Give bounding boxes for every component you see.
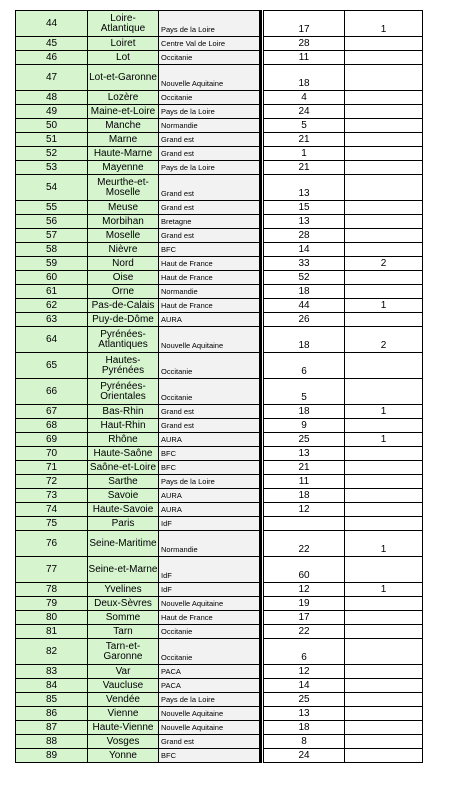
count-cell: 5 [264, 379, 345, 405]
count-cell: 11 [264, 51, 345, 65]
region-cell: AURA [159, 313, 261, 327]
department-name-cell: Manche [88, 119, 159, 133]
table-row [16, 313, 423, 327]
count-cell: 18 [264, 405, 345, 419]
extra-count-cell [345, 285, 423, 299]
count-cell: 21 [264, 133, 345, 147]
extra-count-cell [345, 353, 423, 379]
extra-count-cell: 1 [345, 11, 423, 37]
table-row [16, 327, 423, 353]
region-cell: Occitanie [159, 91, 261, 105]
table-row [16, 625, 423, 639]
department-number-cell: 65 [16, 353, 88, 379]
department-name-cell: Vaucluse [88, 679, 159, 693]
extra-count-cell [345, 161, 423, 175]
extra-count-cell [345, 503, 423, 517]
count-cell: 25 [264, 693, 345, 707]
count-cell: 13 [264, 175, 345, 201]
count-cell: 1 [264, 147, 345, 161]
region-cell: Nouvelle Aquitaine [159, 721, 261, 735]
department-number-cell: 60 [16, 271, 88, 285]
department-name-cell: Haute-Marne [88, 147, 159, 161]
table-row [16, 583, 423, 597]
region-cell: AURA [159, 489, 261, 503]
region-cell: Grand est [159, 229, 261, 243]
extra-count-cell [345, 597, 423, 611]
extra-count-cell [345, 271, 423, 285]
department-number-cell: 82 [16, 639, 88, 665]
count-cell: 14 [264, 679, 345, 693]
extra-count-cell [345, 735, 423, 749]
table-row [16, 201, 423, 215]
department-name-cell: Puy-de-Dôme [88, 313, 159, 327]
table-row [16, 419, 423, 433]
table-row [16, 11, 423, 37]
department-name-cell: Marne [88, 133, 159, 147]
department-name-cell: Nièvre [88, 243, 159, 257]
extra-count-cell [345, 679, 423, 693]
table-row [16, 735, 423, 749]
count-cell: 21 [264, 161, 345, 175]
department-number-cell: 59 [16, 257, 88, 271]
table-row [16, 611, 423, 625]
region-cell: Occitanie [159, 353, 261, 379]
table-row [16, 707, 423, 721]
department-name-cell: Maine-et-Loire [88, 105, 159, 119]
department-name-cell: Orne [88, 285, 159, 299]
table-row [16, 215, 423, 229]
department-name-cell: Rhône [88, 433, 159, 447]
department-number-cell: 64 [16, 327, 88, 353]
department-name-cell: Hautes-Pyrénées [88, 353, 159, 379]
department-number-cell: 77 [16, 557, 88, 583]
department-number-cell: 63 [16, 313, 88, 327]
extra-count-cell [345, 243, 423, 257]
count-cell: 17 [264, 611, 345, 625]
table-row [16, 147, 423, 161]
department-number-cell: 55 [16, 201, 88, 215]
department-name-cell: Pyrénées-Orientales [88, 379, 159, 405]
region-cell: Grand est [159, 201, 261, 215]
department-number-cell: 53 [16, 161, 88, 175]
region-cell: Grand est [159, 147, 261, 161]
region-cell: Nouvelle Aquitaine [159, 65, 261, 91]
department-number-cell: 80 [16, 611, 88, 625]
region-cell: Bretagne [159, 215, 261, 229]
extra-count-cell [345, 557, 423, 583]
table-row [16, 271, 423, 285]
department-number-cell: 48 [16, 91, 88, 105]
department-name-cell: Lot [88, 51, 159, 65]
extra-count-cell [345, 37, 423, 51]
region-cell: Pays de la Loire [159, 693, 261, 707]
region-cell: Haut de France [159, 299, 261, 313]
count-cell: 33 [264, 257, 345, 271]
extra-count-cell [345, 625, 423, 639]
region-cell: BFC [159, 243, 261, 257]
table-row [16, 379, 423, 405]
table-row [16, 299, 423, 313]
table-row [16, 405, 423, 419]
region-cell: BFC [159, 461, 261, 475]
department-number-cell: 45 [16, 37, 88, 51]
table-body [16, 11, 423, 763]
department-number-cell: 50 [16, 119, 88, 133]
extra-count-cell [345, 147, 423, 161]
department-number-cell: 78 [16, 583, 88, 597]
table-row [16, 51, 423, 65]
department-number-cell: 44 [16, 11, 88, 37]
region-cell: Nouvelle Aquitaine [159, 327, 261, 353]
department-number-cell: 49 [16, 105, 88, 119]
region-cell: AURA [159, 503, 261, 517]
extra-count-cell [345, 133, 423, 147]
table-row [16, 721, 423, 735]
department-name-cell: Vienne [88, 707, 159, 721]
department-name-cell: Tarn-et-Garonne [88, 639, 159, 665]
department-number-cell: 84 [16, 679, 88, 693]
count-cell: 26 [264, 313, 345, 327]
department-number-cell: 70 [16, 447, 88, 461]
count-cell: 44 [264, 299, 345, 313]
extra-count-cell: 1 [345, 531, 423, 557]
extra-count-cell: 1 [345, 405, 423, 419]
department-number-cell: 76 [16, 531, 88, 557]
count-cell: 13 [264, 447, 345, 461]
table-row [16, 243, 423, 257]
count-cell: 28 [264, 229, 345, 243]
region-cell: Normandie [159, 531, 261, 557]
extra-count-cell: 2 [345, 257, 423, 271]
count-cell: 25 [264, 433, 345, 447]
department-name-cell: Yvelines [88, 583, 159, 597]
extra-count-cell [345, 65, 423, 91]
table-row [16, 679, 423, 693]
count-cell [264, 517, 345, 531]
region-cell: Haut de France [159, 271, 261, 285]
region-cell: AURA [159, 433, 261, 447]
department-number-cell: 51 [16, 133, 88, 147]
count-cell: 21 [264, 461, 345, 475]
department-name-cell: Savoie [88, 489, 159, 503]
extra-count-cell [345, 313, 423, 327]
extra-count-cell [345, 447, 423, 461]
region-cell: Occitanie [159, 379, 261, 405]
department-number-cell: 58 [16, 243, 88, 257]
table-row [16, 119, 423, 133]
table-row [16, 353, 423, 379]
table-row [16, 433, 423, 447]
department-name-cell: Pas-de-Calais [88, 299, 159, 313]
extra-count-cell [345, 51, 423, 65]
department-number-cell: 86 [16, 707, 88, 721]
table-row [16, 229, 423, 243]
table-row [16, 557, 423, 583]
extra-count-cell [345, 119, 423, 133]
department-name-cell: Sarthe [88, 475, 159, 489]
table-row [16, 461, 423, 475]
department-name-cell: Morbihan [88, 215, 159, 229]
table-row [16, 133, 423, 147]
extra-count-cell [345, 379, 423, 405]
region-cell: Grand est [159, 405, 261, 419]
table-row [16, 665, 423, 679]
department-name-cell: Var [88, 665, 159, 679]
extra-count-cell [345, 105, 423, 119]
department-name-cell: Pyrénées-Atlantiques [88, 327, 159, 353]
extra-count-cell [345, 693, 423, 707]
department-name-cell: Vendée [88, 693, 159, 707]
region-cell: IdF [159, 583, 261, 597]
count-cell: 12 [264, 665, 345, 679]
departments-table [15, 10, 423, 763]
count-cell: 18 [264, 327, 345, 353]
table-row [16, 489, 423, 503]
table-row [16, 503, 423, 517]
extra-count-cell [345, 749, 423, 763]
count-cell: 15 [264, 201, 345, 215]
department-number-cell: 71 [16, 461, 88, 475]
count-cell: 52 [264, 271, 345, 285]
department-number-cell: 68 [16, 419, 88, 433]
count-cell: 11 [264, 475, 345, 489]
table-row [16, 285, 423, 299]
count-cell: 18 [264, 721, 345, 735]
count-cell: 8 [264, 735, 345, 749]
region-cell: Grand est [159, 133, 261, 147]
count-cell: 13 [264, 707, 345, 721]
department-name-cell: Haute-Saône [88, 447, 159, 461]
department-name-cell: Oise [88, 271, 159, 285]
department-number-cell: 62 [16, 299, 88, 313]
extra-count-cell [345, 721, 423, 735]
count-cell: 22 [264, 531, 345, 557]
department-number-cell: 46 [16, 51, 88, 65]
count-cell: 12 [264, 583, 345, 597]
region-cell: Nouvelle Aquitaine [159, 707, 261, 721]
table-row [16, 475, 423, 489]
department-name-cell: Yonne [88, 749, 159, 763]
department-name-cell: Meuse [88, 201, 159, 215]
table-row [16, 597, 423, 611]
extra-count-cell [345, 229, 423, 243]
region-cell: Grand est [159, 175, 261, 201]
department-name-cell: Bas-Rhin [88, 405, 159, 419]
department-number-cell: 74 [16, 503, 88, 517]
department-name-cell: Somme [88, 611, 159, 625]
region-cell: Pays de la Loire [159, 475, 261, 489]
region-cell: Centre Val de Loire [159, 37, 261, 51]
region-cell: Pays de la Loire [159, 105, 261, 119]
region-cell: Occitanie [159, 639, 261, 665]
table-row [16, 517, 423, 531]
table-row [16, 693, 423, 707]
table-row [16, 175, 423, 201]
table-row [16, 447, 423, 461]
table-row [16, 105, 423, 119]
extra-count-cell [345, 461, 423, 475]
department-name-cell: Deux-Sèvres [88, 597, 159, 611]
count-cell: 60 [264, 557, 345, 583]
count-cell: 6 [264, 353, 345, 379]
table-row [16, 639, 423, 665]
region-cell: BFC [159, 447, 261, 461]
region-cell: Normandie [159, 119, 261, 133]
extra-count-cell [345, 201, 423, 215]
region-cell: BFC [159, 749, 261, 763]
count-cell: 18 [264, 489, 345, 503]
region-cell: Haut de France [159, 611, 261, 625]
department-number-cell: 56 [16, 215, 88, 229]
extra-count-cell: 1 [345, 583, 423, 597]
department-number-cell: 57 [16, 229, 88, 243]
region-cell: Occitanie [159, 625, 261, 639]
region-cell: PACA [159, 665, 261, 679]
region-cell: Normandie [159, 285, 261, 299]
department-number-cell: 79 [16, 597, 88, 611]
count-cell: 6 [264, 639, 345, 665]
extra-count-cell [345, 707, 423, 721]
region-cell: Pays de la Loire [159, 161, 261, 175]
extra-count-cell [345, 419, 423, 433]
extra-count-cell [345, 215, 423, 229]
department-number-cell: 85 [16, 693, 88, 707]
count-cell: 22 [264, 625, 345, 639]
region-cell: Haut de France [159, 257, 261, 271]
department-number-cell: 67 [16, 405, 88, 419]
table-row [16, 531, 423, 557]
region-cell: PACA [159, 679, 261, 693]
count-cell: 17 [264, 11, 345, 37]
department-number-cell: 52 [16, 147, 88, 161]
region-cell: Nouvelle Aquitaine [159, 597, 261, 611]
extra-count-cell [345, 611, 423, 625]
department-name-cell: Lot-et-Garonne [88, 65, 159, 91]
count-cell: 18 [264, 285, 345, 299]
count-cell: 18 [264, 65, 345, 91]
extra-count-cell [345, 91, 423, 105]
region-cell: Grand est [159, 735, 261, 749]
department-number-cell: 66 [16, 379, 88, 405]
count-cell: 12 [264, 503, 345, 517]
department-number-cell: 73 [16, 489, 88, 503]
table-row [16, 37, 423, 51]
count-cell: 5 [264, 119, 345, 133]
extra-count-cell [345, 475, 423, 489]
department-name-cell: Tarn [88, 625, 159, 639]
department-name-cell: Seine-et-Marne [88, 557, 159, 583]
department-name-cell: Lozère [88, 91, 159, 105]
count-cell: 13 [264, 215, 345, 229]
count-cell: 19 [264, 597, 345, 611]
department-number-cell: 81 [16, 625, 88, 639]
department-name-cell: Meurthe-et-Moselle [88, 175, 159, 201]
department-name-cell: Paris [88, 517, 159, 531]
department-name-cell: Mayenne [88, 161, 159, 175]
region-cell: IdF [159, 557, 261, 583]
department-number-cell: 75 [16, 517, 88, 531]
extra-count-cell [345, 665, 423, 679]
department-name-cell: Vosges [88, 735, 159, 749]
region-cell: Occitanie [159, 51, 261, 65]
department-number-cell: 88 [16, 735, 88, 749]
count-cell: 14 [264, 243, 345, 257]
count-cell: 4 [264, 91, 345, 105]
count-cell: 24 [264, 749, 345, 763]
extra-count-cell [345, 489, 423, 503]
extra-count-cell [345, 175, 423, 201]
extra-count-cell [345, 517, 423, 531]
count-cell: 28 [264, 37, 345, 51]
extra-count-cell [345, 639, 423, 665]
department-number-cell: 87 [16, 721, 88, 735]
table-row [16, 749, 423, 763]
department-name-cell: Seine-Maritime [88, 531, 159, 557]
extra-count-cell: 2 [345, 327, 423, 353]
department-name-cell: Nord [88, 257, 159, 271]
department-number-cell: 61 [16, 285, 88, 299]
department-name-cell: Haute-Savoie [88, 503, 159, 517]
extra-count-cell: 1 [345, 299, 423, 313]
department-name-cell: Moselle [88, 229, 159, 243]
department-name-cell: Loire-Atlantique [88, 11, 159, 37]
extra-count-cell: 1 [345, 433, 423, 447]
department-number-cell: 69 [16, 433, 88, 447]
department-number-cell: 83 [16, 665, 88, 679]
count-cell: 24 [264, 105, 345, 119]
department-number-cell: 72 [16, 475, 88, 489]
department-number-cell: 54 [16, 175, 88, 201]
department-name-cell: Loiret [88, 37, 159, 51]
department-name-cell: Haut-Rhin [88, 419, 159, 433]
count-cell: 9 [264, 419, 345, 433]
department-name-cell: Saône-et-Loire [88, 461, 159, 475]
table-row [16, 65, 423, 91]
region-cell: IdF [159, 517, 261, 531]
department-number-cell: 47 [16, 65, 88, 91]
department-name-cell: Haute-Vienne [88, 721, 159, 735]
table-row [16, 161, 423, 175]
table-row [16, 91, 423, 105]
region-cell: Pays de la Loire [159, 11, 261, 37]
department-number-cell: 89 [16, 749, 88, 763]
region-cell: Grand est [159, 419, 261, 433]
table-row [16, 257, 423, 271]
